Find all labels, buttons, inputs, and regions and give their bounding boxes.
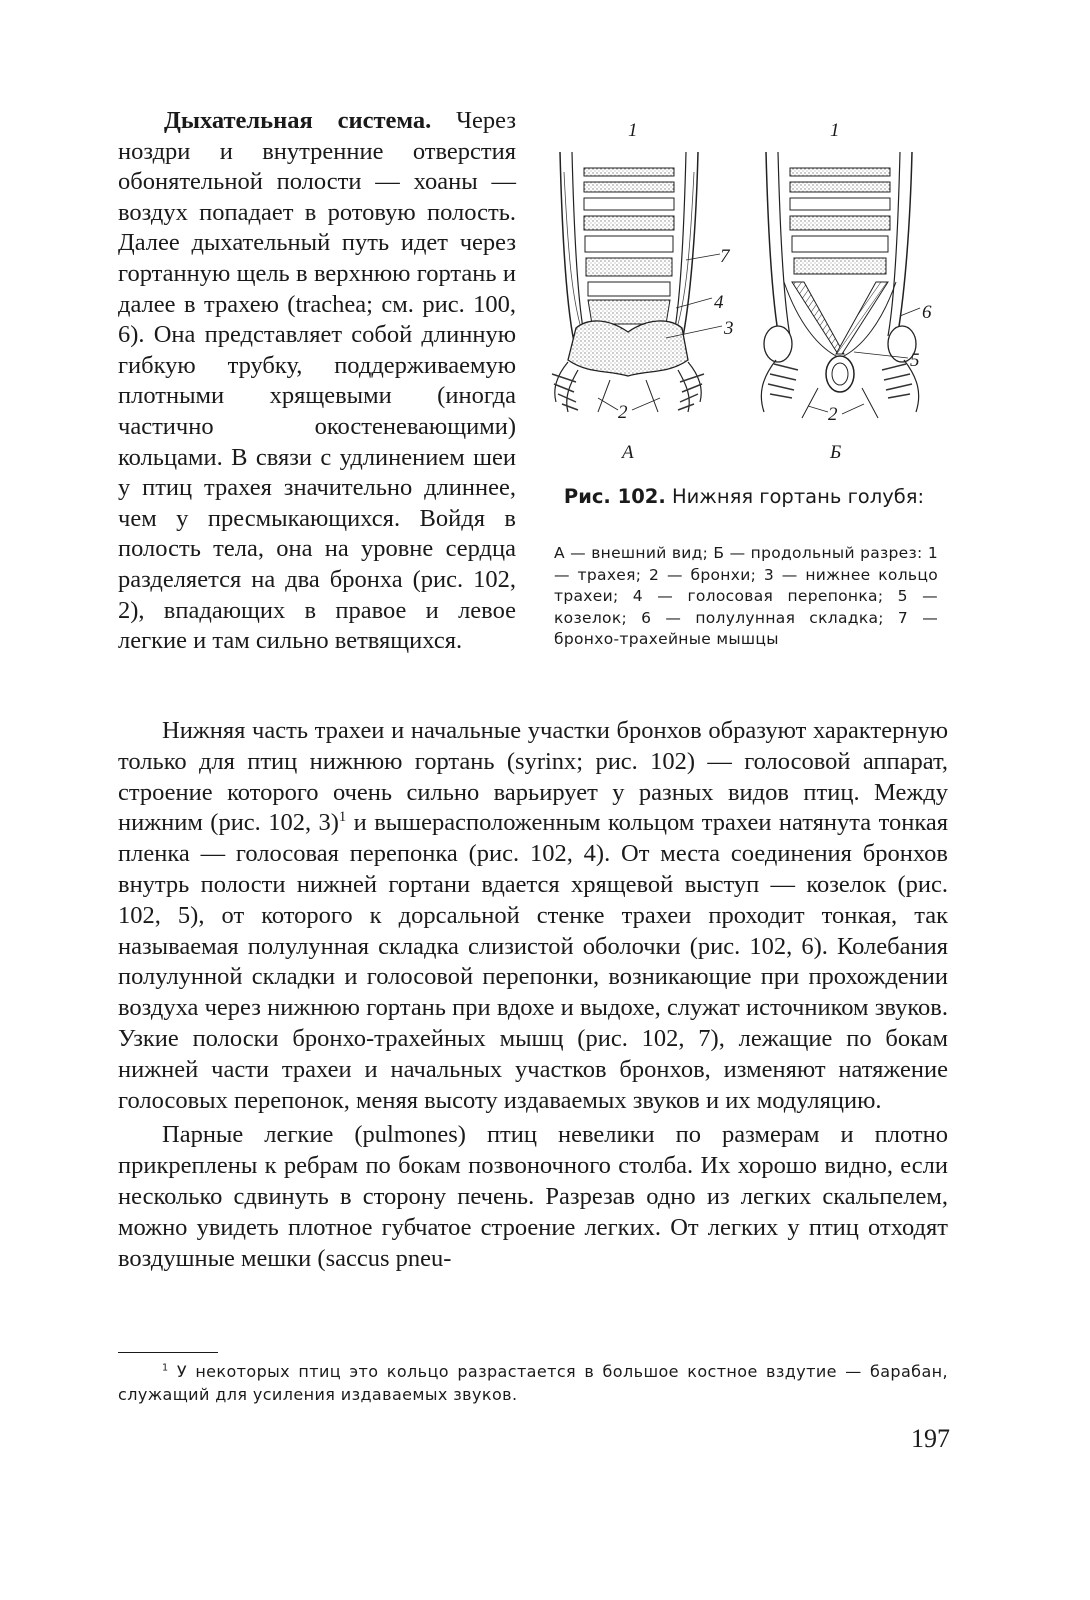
footnote-mark: 1 bbox=[162, 1362, 169, 1374]
panel-b-label: Б bbox=[830, 442, 842, 463]
panel-a-drawing bbox=[552, 152, 722, 412]
footnote-ref: 1 bbox=[338, 809, 347, 826]
intro-paragraph bbox=[118, 106, 516, 657]
paragraph-lungs bbox=[118, 1120, 948, 1274]
paragraph-syrinx-part2: и вышерасположенным кольцом трахеи натянута тонкая пленка — голосовая перепонка (рис. 102, 4). От места соединения бронхов внутрь полости нижней гортани вдается хрящевой выступ — козелок (рис. 102, 5), от которого к дорсальной стенке трахеи проходит тонкая, так называемая полулунная складка слизистой оболочки (рис. 102, 6). Колебания полулунной складки и голосовой перепонки, возникающие при прохождении воздуха через нижнюю гортань при вдохе и выдохе, служат источником звуков. Узкие полоски бронхо-трахейных мышц (рис. 102, 7), лежащие по бокам нижней части трахеи и начальных участков бронхов, изменяют натяжение голосовых перепонок, меняя высоту издаваемых звуков и их модуляцию. bbox=[118, 809, 948, 1114]
footnote-divider bbox=[118, 1352, 218, 1353]
label-b-bronchi: 2 bbox=[828, 404, 838, 425]
label-a-trachea: 1 bbox=[628, 120, 638, 141]
body-text bbox=[118, 716, 948, 1274]
figure-number: Рис. 102. bbox=[563, 485, 666, 508]
paragraph-lungs-text: Парные легкие (pulmones) птиц невелики по размерам и плотно прикреплены к ребрам по бокам позвоночного столба. Их хорошо видно, если несколько сдвинуть в сторону печень. Разрезав одно из легких скальпелем, можно увидеть плотное губчатое строение легких. От легких у птиц отходят воздушные мешки (saccus pneu- bbox=[118, 1121, 948, 1272]
figure-102 bbox=[548, 112, 948, 702]
figure-caption-title bbox=[548, 482, 940, 511]
intro-text: Через ноздри и внутренние отверстия обонятельной полости — хоаны — воздух попадает в ротовую полость. Далее дыхательный путь идет через гортанную щель в верхнюю гортань и далее в трахею (trachea; см. рис. 100, 6). Она представляет собой длинную гибкую трубку, поддерживаемую плотными хрящевыми (иногда частично окостеневающими) кольцами. В связи с удлинением шеи у птиц трахея значительно длиннее, чем у пресмыкающихся. Войдя в полость тела, она на уровне сердца разделяется на два бронха (рис. 102, 2), впадающих в правое и левое легкие и там сильно ветвящихся. bbox=[118, 107, 516, 655]
label-4: 4 bbox=[714, 292, 724, 313]
paragraph-syrinx bbox=[118, 716, 948, 1116]
paragraph-syrinx-part1: Нижняя часть трахеи и начальные участки бронхов образуют характерную только для птиц нижнюю гортань (syrinx; рис. 102) — голосовой аппарат, строение которого очень сильно варьирует у разных видов птиц. Между нижним (рис. 102, 3) bbox=[118, 717, 948, 837]
label-b-trachea: 1 bbox=[830, 120, 840, 141]
footnote-text: У некоторых птиц это кольцо разрастается в большое костное вздутие — барабан, служащий для усиления издаваемых звуков. bbox=[118, 1362, 948, 1404]
label-7: 7 bbox=[720, 246, 730, 267]
section-heading: Дыхательная система. bbox=[164, 107, 432, 134]
figure-legend: А — внешний вид; Б — продольный разрез: 1 — трахея; 2 — бронхи; 3 — нижнее кольцо трахеи; 4 — голосовая перепонка; 5 — козелок; 6 — полулунная складка; 7 — бронхо-трахейные мышцы bbox=[554, 544, 938, 649]
panel-b-drawing bbox=[761, 152, 920, 418]
panel-a-label: А bbox=[622, 442, 634, 463]
label-5: 5 bbox=[910, 350, 920, 371]
syrinx-illustration bbox=[548, 112, 948, 472]
figure-title: Нижняя гортань голубя: bbox=[665, 485, 925, 508]
footnote bbox=[118, 1360, 948, 1406]
page-number: 197 bbox=[911, 1424, 950, 1453]
label-6: 6 bbox=[922, 302, 932, 323]
label-3: 3 bbox=[724, 318, 734, 339]
label-a-bronchi: 2 bbox=[618, 402, 628, 423]
